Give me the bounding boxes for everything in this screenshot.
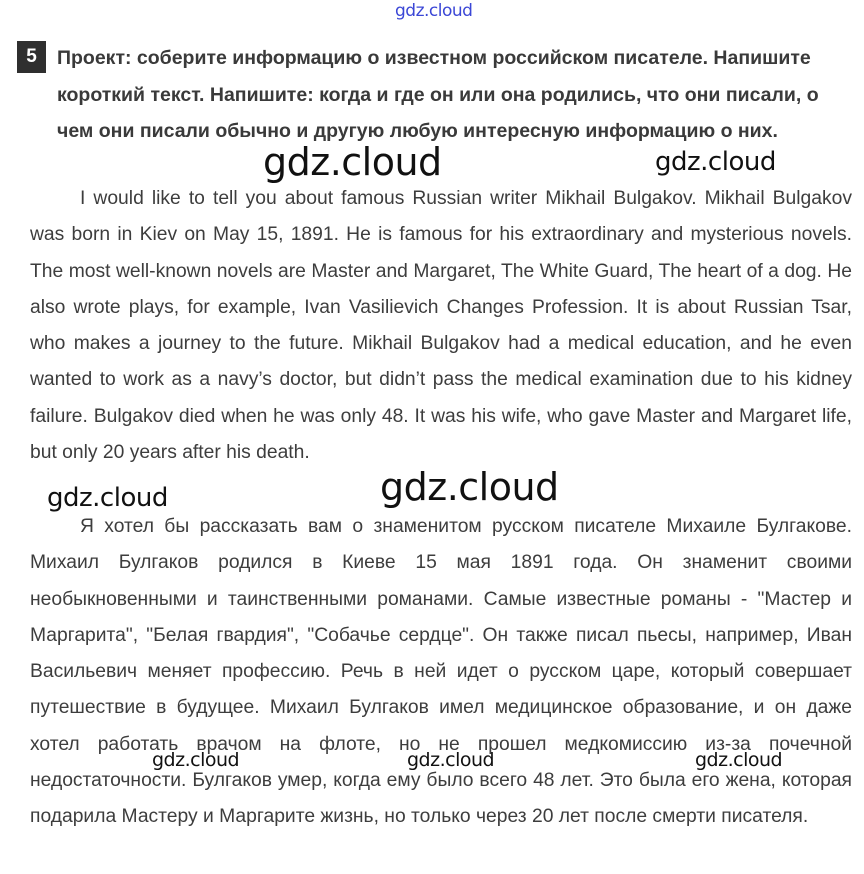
watermark: gdz.cloud <box>407 749 495 771</box>
watermark: gdz.cloud <box>263 140 442 184</box>
watermark: gdz.cloud <box>695 749 783 771</box>
english-paragraph: I would like to tell you about famous Russian writer Mikhail Bulgakov. Mikhail Bulgakov was born in Kiev on May 15, 1891. He is famous for his extraordinary and mysterious novels. The most well-known novels are Master and Margaret, The White Guard, The heart of a dog. He also wrote plays, for example, Ivan Vasilievich Changes Profession. It is about Russian Tsar, who makes a journey to the future. Mikhail Bulgakov had a medical education, and he even wanted to work as a navy’s doctor, but didn’t pass the medical examination due to his kidney failure. Bulgakov died when he was only 48. It was his wife, who gave Master and Margaret life, but only 20 years after his death. <box>30 188 852 464</box>
watermark: gdz.cloud <box>47 483 168 513</box>
watermark: gdz.cloud <box>152 749 240 771</box>
task-number-badge: 5 <box>17 41 46 73</box>
watermark: gdz.cloud <box>380 465 559 509</box>
watermark: gdz.cloud <box>655 147 776 177</box>
watermark-top[interactable]: gdz.cloud <box>395 1 473 21</box>
task-instruction: Проект: соберите информацию о известном российском писателе. Напишите короткий текст. Напишите: когда и где он или она родились, что они писали, о чем они писали обычно и другую любую интересную информацию о них. <box>57 47 819 142</box>
russian-paragraph: Я хотел бы рассказать вам о знаменитом русском писателе Михаиле Булгакове. Михаил Булгаков родился в Киеве 15 мая 1891 года. Он знаменит своими необыкновенными и таинственными романами. Самые известные романы - "Мастер и Маргарита", "Белая гвардия", "Собачье сердце". Он также писал пьесы, например, Иван Васильевич меняет профессию. Речь в ней идет о русском царе, который совершает путешествие в будущее. Михаил Булгаков имел медицинское образование, и он даже хотел работать врачом на флоте, но не прошел медкомиссию из-за почечной недостаточности. Булгаков умер, когда ему было всего 48 лет. Это была его жена, которая подарила Мастеру и Маргарите жизнь, но только через 20 лет после смерти писателя. <box>30 516 852 828</box>
